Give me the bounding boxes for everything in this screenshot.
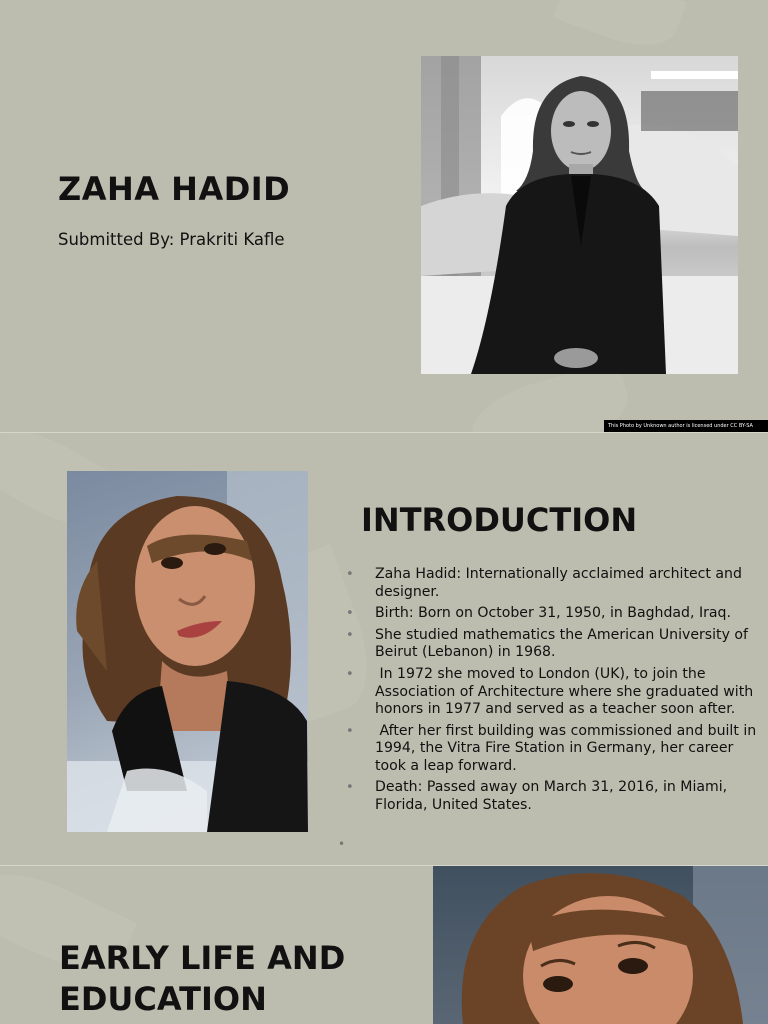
section-title-early-life <box>59 938 345 1020</box>
bullet-text: In 1972 she moved to London (UK), to join the Association of Architecture where she graduated with honors in 1977 and served as a teacher soon after. <box>375 666 758 718</box>
bullet-icon: • <box>346 606 354 622</box>
bullet-text: After her first building was commissioned and built in 1994, the Vitra Fire Station in Germany, her career took a leap forward. <box>375 722 761 774</box>
bullet-text: Birth: Born on October 31, 1950, in Baghdad, Iraq. <box>375 605 731 622</box>
bullet-icon: • <box>346 627 354 643</box>
section-title-introduction: INTRODUCTION <box>361 501 638 539</box>
bullet-text: Zaha Hadid: Internationally acclaimed architect and designer. <box>375 566 742 600</box>
decorative-leaf <box>553 0 686 59</box>
bullet-icon: • <box>346 667 354 683</box>
empty-bullet-icon: • <box>338 837 346 851</box>
bullet-text: Death: Passed away on March 31, 2016, in Miami, Florida, United States. <box>375 779 728 813</box>
list-item <box>346 666 758 719</box>
portrait-photo-bw <box>421 56 738 374</box>
bullet-icon: • <box>346 723 354 739</box>
bullet-icon: • <box>346 780 354 796</box>
portrait-illustration <box>433 866 768 1024</box>
list-item <box>346 605 758 623</box>
list-item <box>346 627 758 662</box>
portrait-illustration <box>421 56 738 374</box>
presentation-subtitle: Submitted By: Prakriti Kafle <box>58 230 285 249</box>
bullet-icon: • <box>346 567 354 582</box>
title-line: EDUCATION <box>59 980 267 1018</box>
slide-introduction <box>0 433 768 865</box>
introduction-bullet-list <box>346 566 761 819</box>
presentation-title: ZAHA HADID <box>58 170 291 208</box>
list-item <box>346 566 758 601</box>
slide-early-life <box>0 866 768 1024</box>
list-item <box>346 722 761 776</box>
bullet-text: She studied mathematics the American University of Beirut (Lebanon) in 1968. <box>375 626 748 661</box>
list-item <box>346 779 758 814</box>
portrait-illustration <box>67 471 308 832</box>
title-line: EARLY LIFE AND <box>59 939 346 977</box>
portrait-photo-color <box>433 866 768 1024</box>
portrait-photo-color <box>67 471 308 832</box>
photo-credit: This Photo by Unknown author is licensed under CC BY-SA <box>604 420 768 432</box>
slide-title <box>0 0 768 432</box>
